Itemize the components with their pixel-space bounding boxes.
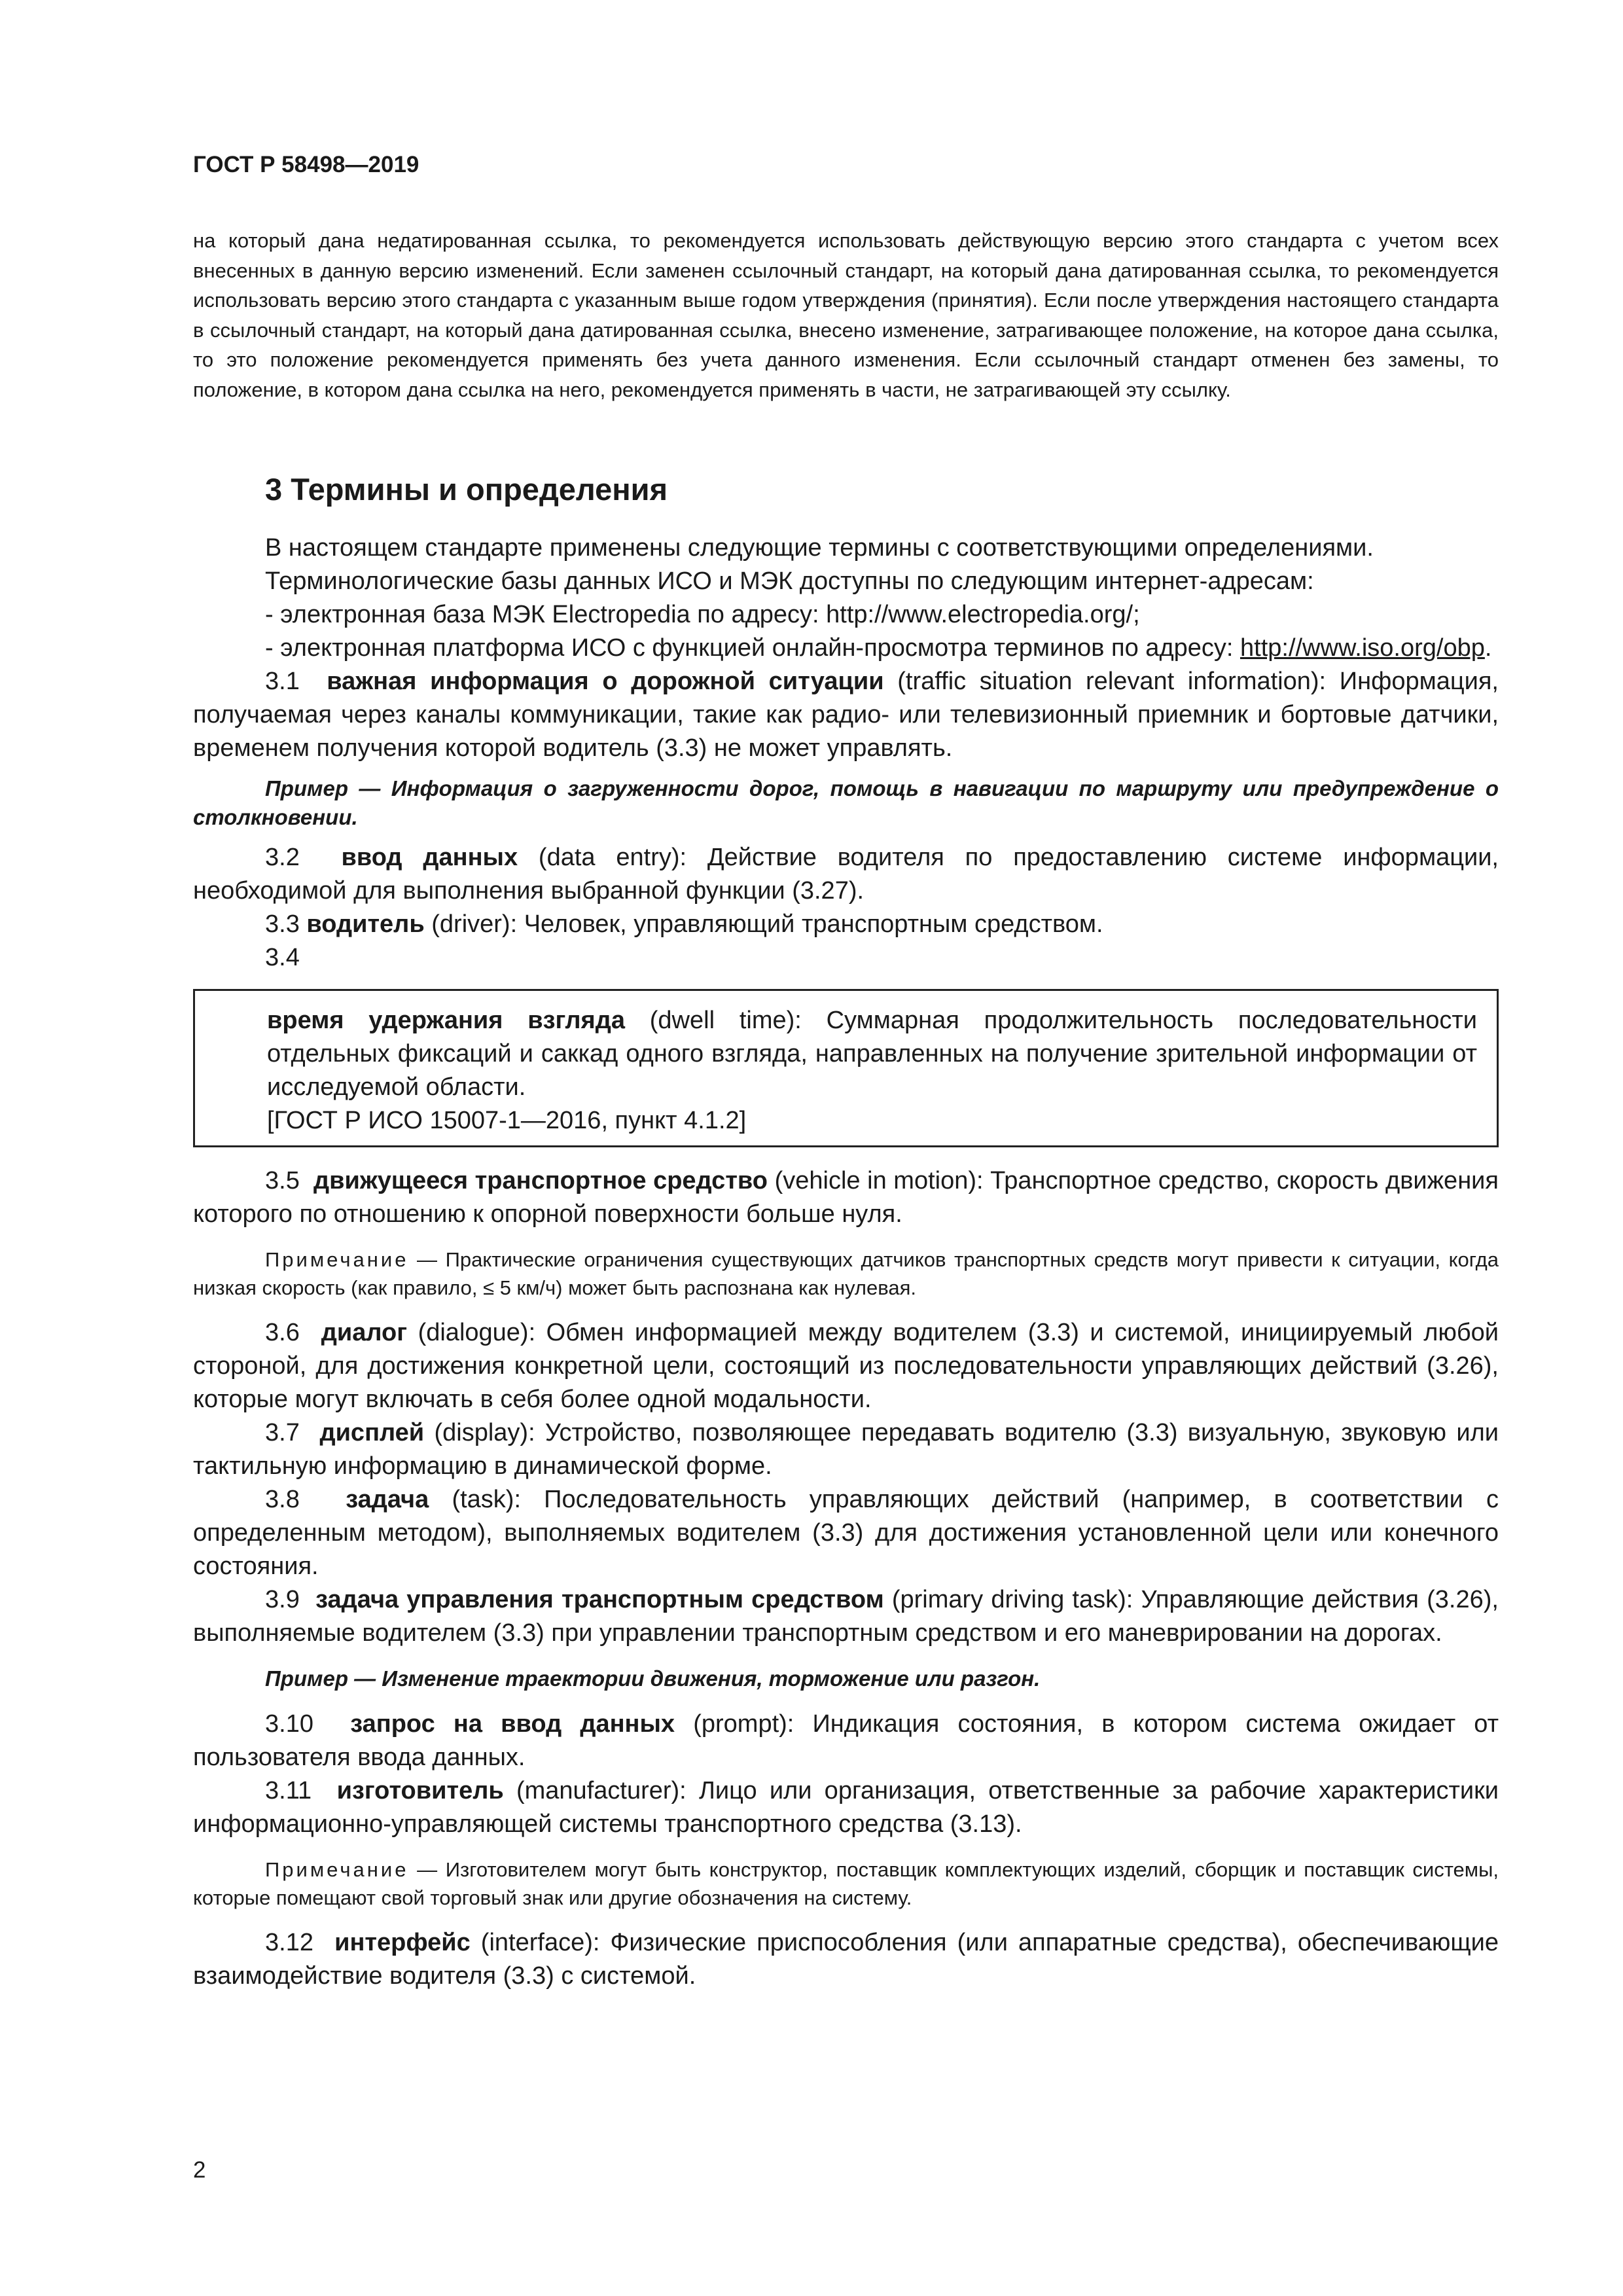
term-definition: (prompt): Индикация состояния, в котором система ожидает от пользователя ввода данных. (193, 1710, 1499, 1771)
term-number: 3.8 (265, 1486, 300, 1513)
term-number: 3.7 (265, 1419, 300, 1446)
document-header: ГОСТ Р 58498—2019 (193, 152, 419, 177)
term-3-8 (193, 1483, 1499, 1583)
term-definition: (interface): Физические приспособления (или аппаратные средства), обеспечивающие взаимодействие водителя (3.3) с системой. (193, 1929, 1499, 1990)
term-3-9 (193, 1583, 1499, 1650)
term-name: изготовитель (336, 1777, 504, 1804)
term-3-11 (193, 1774, 1499, 1841)
note-label: Примечание (265, 1248, 409, 1271)
term-definition: (display): Устройство, позволяющее передавать водителю (3.3) визуальную, звуковую или тактильную информацию в динамической форме. (193, 1419, 1499, 1480)
term-3-4-box (193, 989, 1499, 1147)
term-definition: (primary driving task): Управляющие действия (3.26), выполняемые водителем (3.3) при управлении транспортным средством и его маневрировании на дорогах. (193, 1586, 1499, 1647)
term-definition: (dialogue): Обмен информацией между водителем (3.3) и системой, инициируемый любой стороной, для достижения конкретной цели, состоящий из последовательности управляющих действий (3.26), которые могут включать в себя более одной модальности. (193, 1319, 1499, 1413)
term-3-3 (193, 908, 1499, 941)
term-name: дисплей (319, 1419, 425, 1446)
term-3-12 (193, 1926, 1499, 1993)
note-label: Примечание (265, 1858, 409, 1881)
term-3-2 (193, 841, 1499, 908)
note-2 (193, 1856, 1499, 1912)
term-number: 3.9 (265, 1586, 300, 1613)
section-heading: 3 Термины и определения (265, 472, 668, 507)
term-name: интерфейс (334, 1929, 471, 1956)
bullet-electropedia: - электронная база МЭК Electropedia по адресу: http://www.electropedia.org/; (265, 601, 1140, 628)
bullet-iso-end: . (1484, 634, 1492, 662)
term-name: диалог (321, 1319, 408, 1346)
example-2: Пример — Изменение траектории движения, торможение или разгон. (265, 1666, 1041, 1691)
term-3-4 (267, 1004, 1477, 1104)
term-name: ввод данных (341, 844, 518, 871)
term-name: время удержания взгляда (267, 1007, 625, 1034)
example-1: Пример — Информация о загруженности дорог, помощь в навигации по маршруту или предупреждение о столкновении. (193, 776, 1499, 829)
term-name: важная информация о дорожной ситуации (327, 668, 884, 695)
term-number: 3.12 (265, 1929, 313, 1956)
term-3-4-source: [ГОСТ Р ИСО 15007-1—2016, пункт 4.1.2] (267, 1107, 747, 1134)
term-definition: (driver): Человек, управляющий транспортным средством. (424, 910, 1103, 938)
term-number: 3.6 (265, 1319, 300, 1346)
term-number: 3.2 (265, 844, 300, 871)
section-intro-1: В настоящем стандарте применены следующие термины с соответствующими определениями. (265, 534, 1374, 562)
term-3-6 (193, 1316, 1499, 1416)
iso-obp-link[interactable]: http://www.iso.org/obp (1240, 634, 1485, 662)
term-definition: (vehicle in motion): Транспортное средство, скорость движения которого по отношению к опорной поверхности больше нуля. (193, 1167, 1499, 1228)
intro-paragraph-block (193, 226, 1499, 404)
term-number: 3.5 (265, 1167, 300, 1194)
term-3-5 (193, 1164, 1499, 1231)
term-definition: (dwell time): Суммарная продолжительность последовательности отдельных фиксаций и саккад одного взгляда, направленных на получение зрительной информации от исследуемой области. (267, 1007, 1478, 1101)
term-name: запрос на ввод данных (350, 1710, 675, 1738)
term-name: движущееся транспортное средство (313, 1167, 768, 1194)
term-definition: (data entry): Действие водителя по предоставлению системе информации, необходимой для выполнения выбранной функции (3.27). (193, 844, 1499, 905)
note-1 (193, 1246, 1499, 1302)
term-number: 3.1 (265, 668, 300, 695)
term-definition: (task): Последовательность управляющих действий (например, в соответствии с определенным методом), выполняемых водителем (3.3) для достижения установленной цели или конечного состояния. (193, 1486, 1499, 1580)
term-definition: (traffic situation relevant information): Информация, получаемая через каналы коммуникации, такие как радио- или телевизионный приемник и бортовые датчики, временем получения которой водитель (3.3) не может управлять. (193, 668, 1499, 762)
term-name: водитель (306, 910, 425, 938)
term-name: задача (346, 1486, 429, 1513)
page-number: 2 (193, 2157, 206, 2183)
intro-paragraph: на который дана недатированная ссылка, то рекомендуется использовать действующую версию этого стандарта с учетом всех внесенных в данную версию изменений. Если заменен ссылочный стандарт, на который дана датированная ссылка, то рекомендуется использовать версию этого стандарта с указанным выше годом утверждения (принятия). Если после утверждения настоящего стандарта в ссылочный стандарт, на который дана датированная ссылка, внесено изменение, затрагивающее положение, на которое дана ссылка, то это положение рекомендуется применять без учета данного изменения. Если ссылочный стандарт отменен без замены, то положение, в котором дана ссылка на него, рекомендуется применять в части, не затрагивающей эту ссылку. (193, 229, 1499, 401)
section-body (193, 531, 1499, 1993)
term-name: задача управления транспортным средством (315, 1586, 884, 1613)
term-definition: (manufacturer): Лицо или организация, ответственные за рабочие характеристики информационно-управляющей системы транспортного средства (3.13). (193, 1777, 1499, 1838)
section-intro-2: Терминологические базы данных ИСО и МЭК доступны по следующим интернет-адресам: (265, 567, 1314, 595)
bullet-iso-text: - электронная платформа ИСО с функцией онлайн-просмотра терминов по адресу: (265, 634, 1240, 662)
note-text: — Практические ограничения существующих датчиков транспортных средств могут привести к ситуации, когда низкая скорость (как правило, ≤ 5 км/ч) может быть распознана как нулевая. (193, 1248, 1499, 1299)
term-3-7 (193, 1416, 1499, 1483)
bullet-iso-obp (193, 632, 1499, 665)
term-number: 3.11 (265, 1777, 312, 1804)
note-text: — Изготовителем могут быть конструктор, поставщик комплектующих изделий, сборщик и поставщик системы, которые помещают свой торговый знак или другие обозначения на систему. (193, 1858, 1499, 1909)
term-number: 3.3 (265, 910, 300, 938)
term-3-4-number: 3.4 (265, 944, 300, 971)
term-3-1 (193, 665, 1499, 765)
term-3-10 (193, 1708, 1499, 1774)
term-number: 3.10 (265, 1710, 313, 1738)
